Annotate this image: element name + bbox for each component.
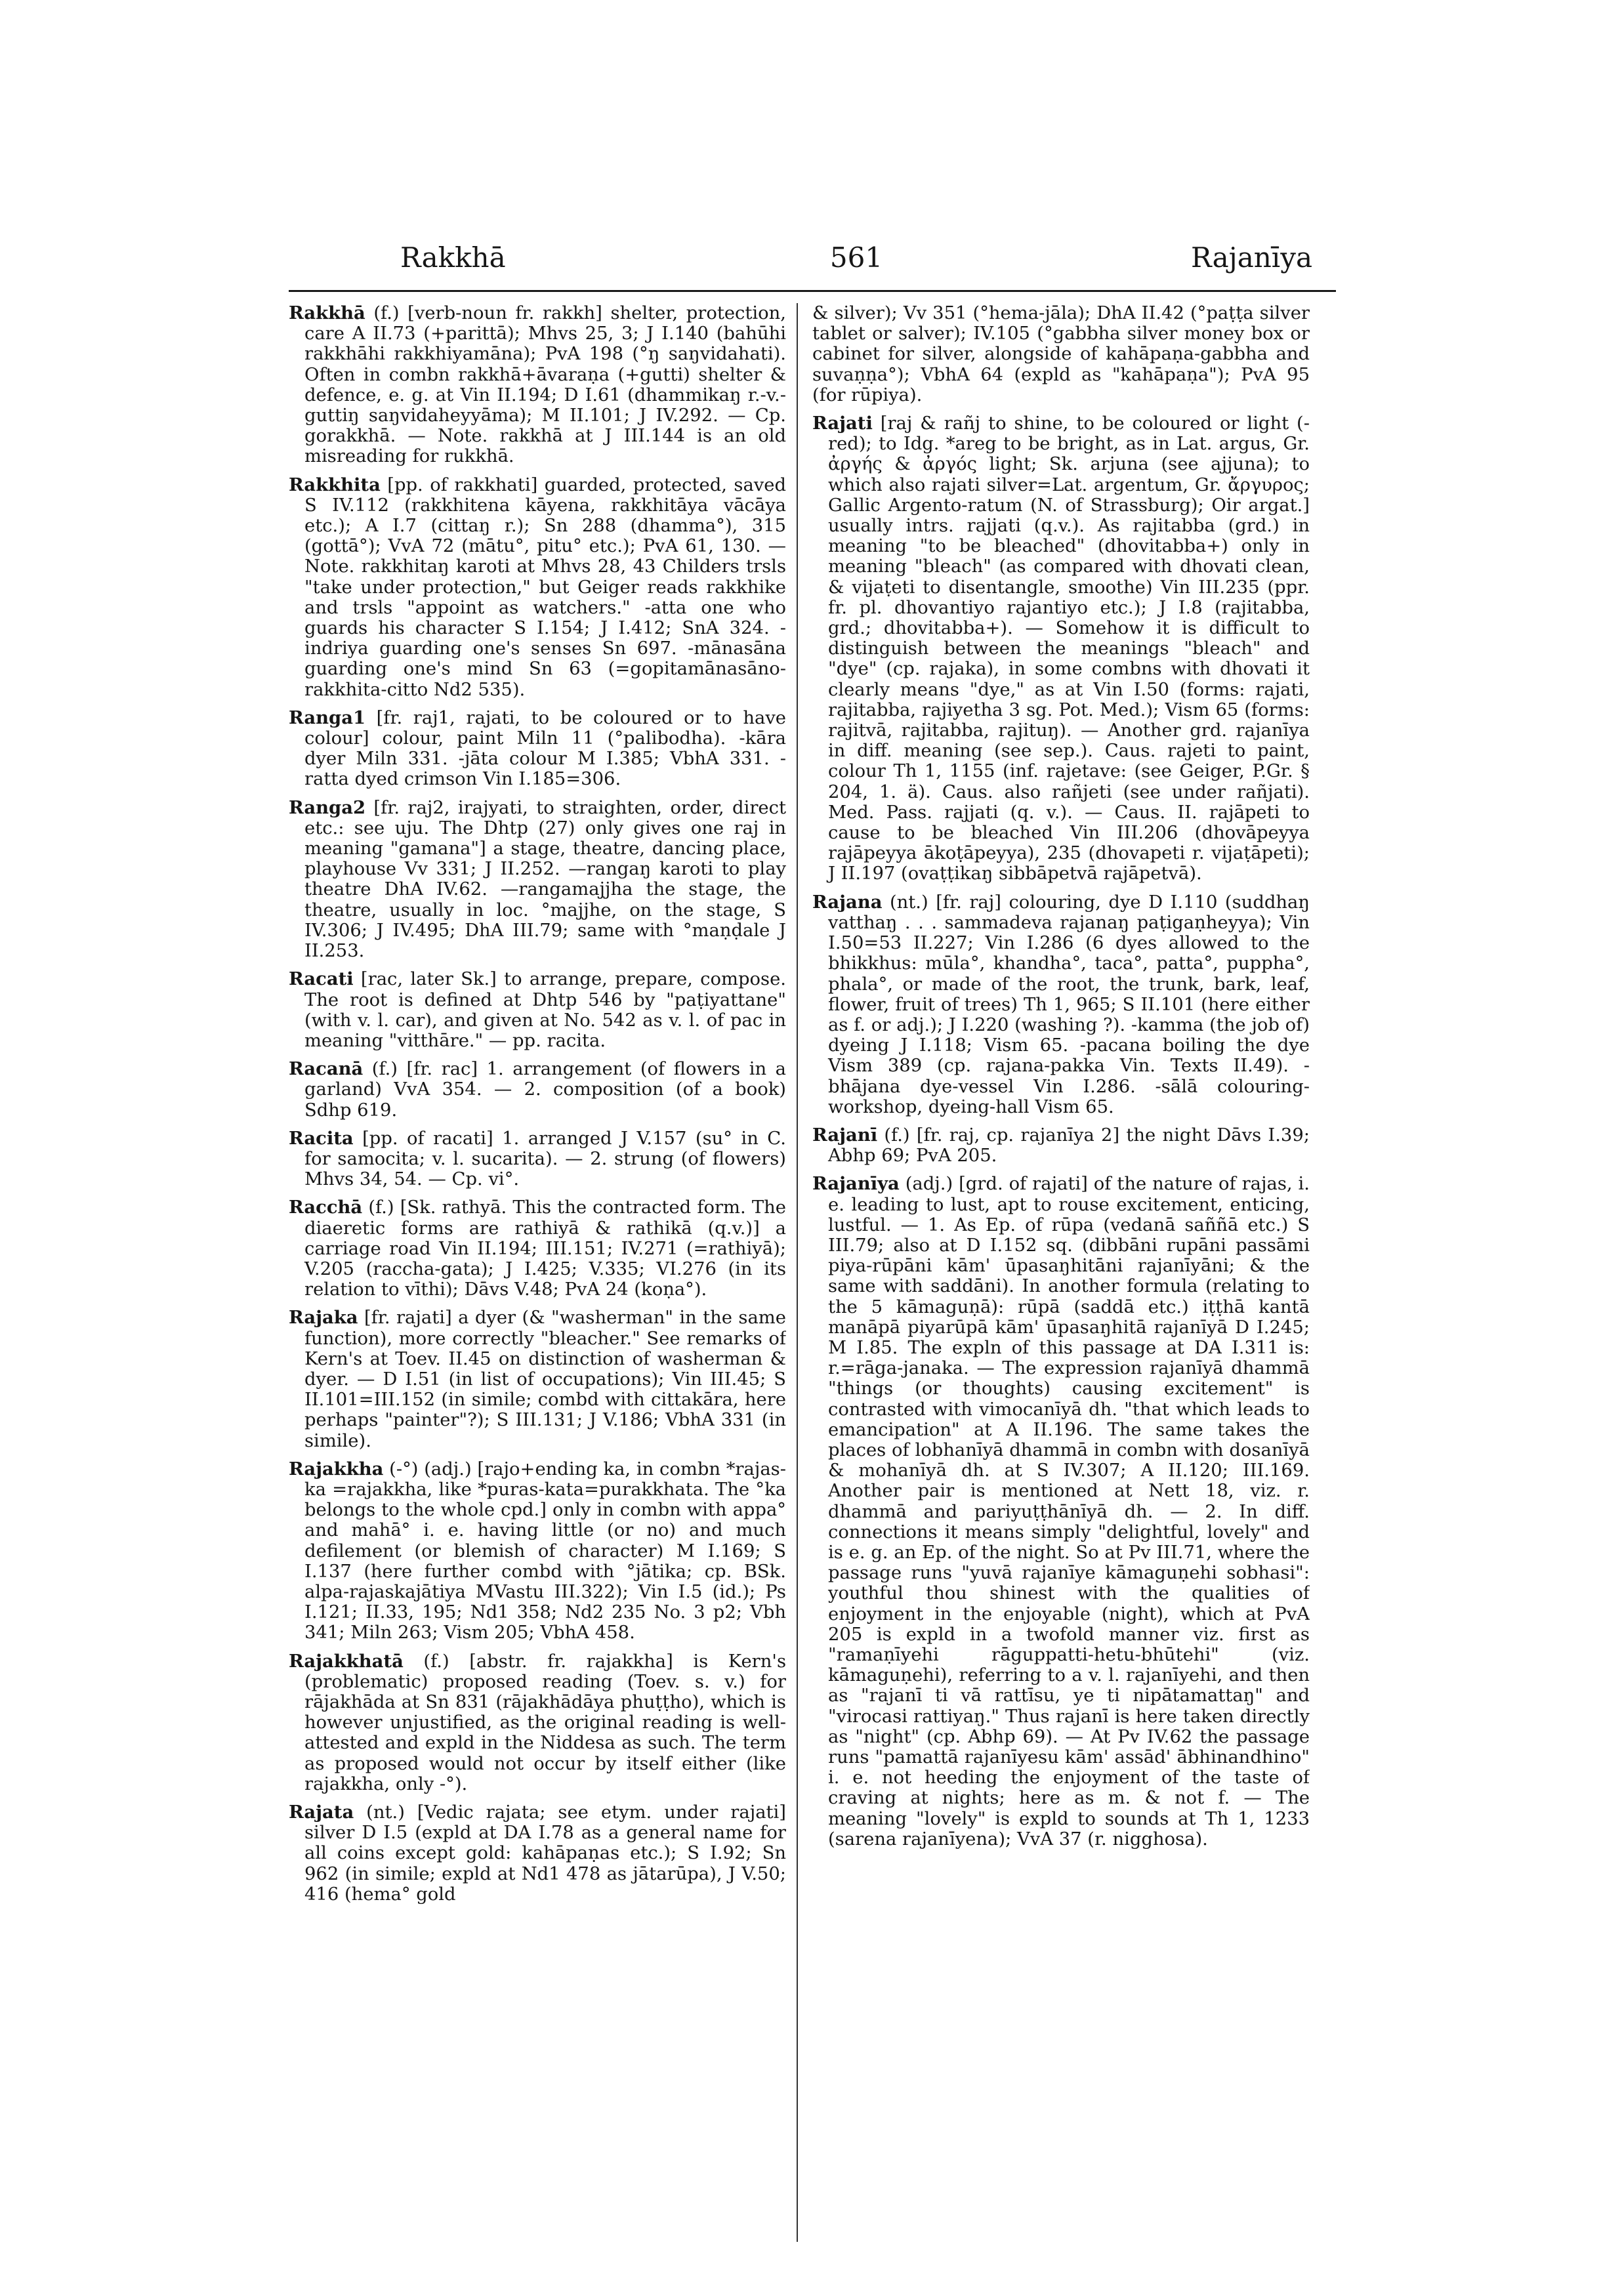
- dictionary-entry: [289, 1059, 786, 1121]
- entry-text: (-°) (adj.) [rajo+ending ka, in combn *rajas-ka =rajakkha, like *puras-kata=purakkhata. The °ka belongs to the whole cpd.] only in combn with appa° and mahā° i. e. having little (or no) and much defilement (or blemish of character) M I.169; S I.137 (here further combd with °jātika; cp. BSk. alpa-rajaskajātiya MVastu III.322); Vin I.5 (id.); Ps I.121; II.33, 195; Nd1 358; Nd2 235 No. 3 p2; Vbh 341; Miln 263; Vism 205; VbhA 458.: [304, 1458, 786, 1644]
- entry-headword: Ranga2: [289, 796, 366, 818]
- entry-text: [rac, later Sk.] to arrange, prepare, compose. The root is defined at Dhtp 546 by "paṭiyattane" (with v. l. car), and given at No. 542 as v. l. of pac in meaning "vitthāre." — pp. racita.: [304, 969, 786, 1051]
- entry-headword: Rajanī: [812, 1124, 878, 1146]
- entry-headword: Rajana: [812, 891, 883, 913]
- entry-headword: Rajakkha: [289, 1458, 384, 1479]
- left-column: [289, 303, 786, 2245]
- running-head-left: Rakkhā: [400, 241, 506, 274]
- column-divider: [797, 303, 798, 2242]
- entry-text: (nt.) [Vedic rajata; see etym. under rajati] silver D I.5 (expld at DA I.78 as a general name for all coins except gold: kahāpaṇas etc.); S I.92; Sn 962 (in simile; expld at Nd1 478 as jātarūpa), J V.50; 416 (hema° gold: [304, 1802, 786, 1905]
- entry-headword: Rakkhita: [289, 474, 381, 495]
- entry-headword: Racita: [289, 1127, 354, 1149]
- entry-text: (f.) [fr. rac] 1. arrangement (of flowers in a garland) VvA 354. — 2. composition (of a book) Sdhp 619.: [304, 1059, 786, 1121]
- entry-headword: Rakkhā: [289, 303, 365, 323]
- entry-text: (nt.) [fr. raj] colouring, dye D I.110 (suddhaŋ vatthaŋ . . . sammadeva rajanaŋ paṭigaṇheyya); Vin I.50=53 II.227; Vin I.286 (6 dyes allowed to the bhikkhus: mūla°, khandha°, taca°, patta°, puppha°, phala°, or made of the root, the trunk, bark, leaf, flower, fruit of trees) Th 1, 965; S II.101 (here either as f. or adj.); J I.220 (washing ?). -kamma (the job of) dyeing J I.118; Vism 65. -pacana boiling the dye Vism 389 (cp. rajana-pakka Vin. Texts II.49). -bhājana dye-vessel Vin I.286. -sālā colouring-workshop, dyeing-hall Vism 65.: [828, 892, 1310, 1117]
- entry-text: (f.) [Sk. rathyā. This the contracted form. The diaeretic forms are rathiyā & rathikā (q.v.)] a carriage road Vin II.194; III.151; IV.271 (=rathiyā); V.205 (raccha-gata); J I.425; V.335; VI.276 (in its relation to vīthi); Dāvs V.48; PvA 24 (koṇa°).: [304, 1197, 786, 1300]
- dictionary-entry: [289, 798, 786, 962]
- right-column: [812, 303, 1310, 2245]
- dictionary-entry: [289, 303, 786, 467]
- entry-text: [fr. rajati] a dyer (& "washerman" in the same function), more correctly "bleacher." See remarks of Kern's at Toev. II.45 on distinction of washerman & dyer. — D I.51 (in list of occupations); Vin III.45; S II.101=III.152 (in simile; combd with cittakāra, here perhaps "painter"?); S III.131; J V.186; VbhA 331 (in simile).: [304, 1308, 786, 1451]
- running-head-right: Rajanīya: [1191, 241, 1312, 274]
- dictionary-entry: [289, 708, 786, 790]
- header-rule: [289, 290, 1336, 292]
- entry-headword: Ranga1: [289, 707, 366, 728]
- entry-headword: Rajata: [289, 1802, 354, 1823]
- entry-headword: Rajati: [812, 413, 873, 434]
- entry-text: [fr. raj1, rajati, to be coloured or to have colour] colour, paint Miln 11 (°palibodha). -kāra dyer Miln 331. -jāta colour M I.385; VbhA 331. -ratta dyed crimson Vin I.185=306.: [304, 707, 786, 790]
- entry-headword: Rajakkhatā: [289, 1650, 404, 1672]
- entry-text: (adj.) [grd. of rajati] of the nature of rajas, i. e. leading to lust, apt to rouse excitement, enticing, lustful. — 1. As Ep. of rūpa (vedanā saññā etc.) S III.79; also at D I.152 sq. (dibbāni rupāni passāmi piya-rūpāni kām' ūpasaŋhitāni rajanīyāni; & the same with saddāni). In another formula (relating to the 5 kāmaguṇā): rūpā (saddā etc.) iṭṭhā kantā manāpā piyarūpā kām' ūpasaŋhitā rajanīyā D I.245; M I.85. The expln of this passage at DA I.311 is: r.=rāga-janaka. — The expression rajanīyā dhammā "things (or thoughts) causing excitement" is contrasted with vimocanīyā dh. "that which leads to emancipation" at A II.196. The same takes the places of lobhanīyā dhammā in combn with dosanīyā & mohanīyā dh. at S IV.307; A II.120; III.169. Another pair is mentioned at Nett 18, viz. r. dhammā and pariyuṭṭhānīyā dh. — 2. In diff. connections it means simply "delightful, lovely" and is e. g. an Ep. of the night. So at Pv III.71, where the passage runs "yuvā rajanīye kāmaguṇehi sobhasi": youthful thou shinest with the qualities of enjoyment in the enjoyable (night), which at PvA 205 is expld in a twofold manner viz. first as "ramaṇīyehi rāguppatti-hetu-bhūtehi" (viz. kāmaguṇehi), referring to a v. l. rajanīyehi, and then as "rajanī ti vā rattīsu, ye ti nipātamattaŋ" and "virocasi rattiyaŋ." Thus rajanī is here taken directly as "night" (cp. Abhp 69). — At Pv IV.62 the passage runs "pamattā rajanīyesu kām' assād' ābhinandhino" i. e. not heeding the enjoyment of the taste of craving at nights; here as m. & not f. — The meaning "lovely" is expld to sounds at Th 1, 1233 (sarena rajanīyena); VvA 37 (r. nigghosa).: [828, 1174, 1310, 1850]
- dictionary-entry: [289, 969, 786, 1051]
- dictionary-entry: [812, 1174, 1310, 1850]
- entry-text: (f.) [abstr. fr. rajakkha] is Kern's (problematic) proposed reading (Toev. s. v.) for rājakhāda at Sn 831 (rājakhādāya phuṭṭho), which is however unjustified, as the original reading is well-attested and expld in the Niddesa as such. The term as proposed would not occur by itself either (like rajakkha, only -°).: [304, 1651, 786, 1794]
- page-header: [400, 241, 1312, 287]
- entry-text: [pp. of racati] 1. arranged J V.157 (su° in C. for samocita; v. l. sucarita). — 2. strung (of flowers) Mhvs 34, 54. — Cp. vi°.: [304, 1128, 786, 1190]
- entry-text: [raj & rañj to shine, to be coloured or light (-red); to Idg. *areg to be bright, as in Lat. argus, Gr. ἀργής & ἀργός light; Sk. arjuna (see ajjuna); to which also rajati silver=Lat. argentum, Gr. ἄργυρος; Gallic Argento-ratum (N. of Strassburg); Oir argat.] usually intrs. rajjati (q.v.). As rajitabba (grd.) in meaning "to be bleached" (dhovitabba+) only in meaning "bleach" (as compared with dhovati clean, & vijaṭeti to disentangle, smoothe) Vin III.235 (ppr. fr. pl. dhovantiyo rajantiyo etc.); J I.8 (rajitabba, grd.; dhovitabba+). — Somehow it is difficult to distinguish between the meanings "bleach" and "dye" (cp. rajaka), in some combns with dhovati it clearly means "dye," as at Vin I.50 (forms: rajati, rajitabba, rajiyetha 3 sg. Pot. Med.); Vism 65 (forms: rajitvā, rajitabba, rajituŋ). — Another grd. rajanīya in diff. meaning (see sep.). Caus. rajeti to paint, colour Th 1, 1155 (inf. rajetave: (see Geiger, P.Gr. § 204, 1. ä). Caus. also rañjeti (see under rañjati). Med. Pass. rajjati (q. v.). — Caus. II. rajāpeti to cause to be bleached Vin III.206 (dhovāpeyya rajāpeyya ākoṭāpeyya), 235 (dhovapeti r. vijaṭāpeti); J II.197 (ovaṭṭikaŋ sibbāpetvā rajāpetvā).: [828, 413, 1310, 884]
- dictionary-entry: [812, 413, 1310, 884]
- entry-headword: Racati: [289, 968, 354, 990]
- entry-headword: Racchā: [289, 1197, 363, 1218]
- page-number: 561: [829, 241, 883, 274]
- entry-headword: Rajanīya: [812, 1173, 900, 1195]
- entry-text: (f.) [verb-noun fr. rakkh] shelter, protection, care A II.73 (+parittā); Mhvs 25, 3; J I.140 (bahūhi rakkhāhi rakkhiyamāna); PvA 198 (°ŋ saŋvidahati). Often in combn rakkhā+āvaraṇa (+gutti) shelter & defence, e. g. at Vin II.194; D I.61 (dhammikaŋ r.-v.-guttiŋ saŋvidaheyyāma); M II.101; J IV.292. — Cp. gorakkhā. — Note. rakkhā at J III.144 is an old misreading for rukkhā.: [304, 303, 786, 467]
- dictionary-entry: [289, 1802, 786, 1905]
- entry-text: [pp. of rakkhati] guarded, protected, saved S IV.112 (rakkhitena kāyena, rakkhitāya vācāya etc.); A I.7 (cittaŋ r.); Sn 288 (dhamma°), 315 (gottā°); VvA 72 (mātu°, pitu° etc.); PvA 61, 130. — Note. rakkhitaŋ karoti at Mhvs 28, 43 Childers trsls "take under protection," but Geiger reads rakkhike and trsls "appoint as watchers." -atta one who guards his character S I.154; J I.412; SnA 324. -indriya guarding one's senses Sn 697. -mānasāna guarding one's mind Sn 63 (=gopitamānasāno-rakkhita-citto Nd2 535).: [304, 474, 786, 700]
- dictionary-entry: [289, 1459, 786, 1644]
- dictionary-entry: [289, 1651, 786, 1794]
- entry-continuation: & silver); Vv 351 (°hema-jāla); DhA II.42 (°paṭṭa silver tablet or salver); IV.105 (°gabbha silver money box or cabinet for silver, alongside of kahāpaṇa-gabbha and suvaṇṇa°); VbhA 64 (expld as "kahāpaṇa"); PvA 95 (for rūpiya).: [812, 303, 1310, 405]
- dictionary-entry: [812, 1125, 1310, 1166]
- entry-text: [fr. raj2, irajyati, to straighten, order, direct etc.: see uju. The Dhtp (27) only gives one raj in meaning "gamana"] a stage, theatre, dancing place, playhouse Vv 331; J II.252. —rangaŋ karoti to play theatre DhA IV.62. —rangamajjha the stage, the theatre, usually in loc. °majjhe, on the stage, S IV.306; J IV.495; DhA III.79; same with °maṇḍale J II.253.: [304, 797, 786, 962]
- dictionary-entry: [289, 475, 786, 700]
- dictionary-entry: [289, 1197, 786, 1300]
- entry-headword: Rajaka: [289, 1307, 358, 1329]
- entry-text: (f.) [fr. raj, cp. rajanīya 2] the night Dāvs I.39; Abhp 69; PvA 205.: [828, 1125, 1310, 1167]
- dictionary-entry: [289, 1308, 786, 1451]
- dictionary-entry: [812, 892, 1310, 1117]
- entry-headword: Racanā: [289, 1058, 364, 1080]
- dictionary-entry: [289, 1128, 786, 1190]
